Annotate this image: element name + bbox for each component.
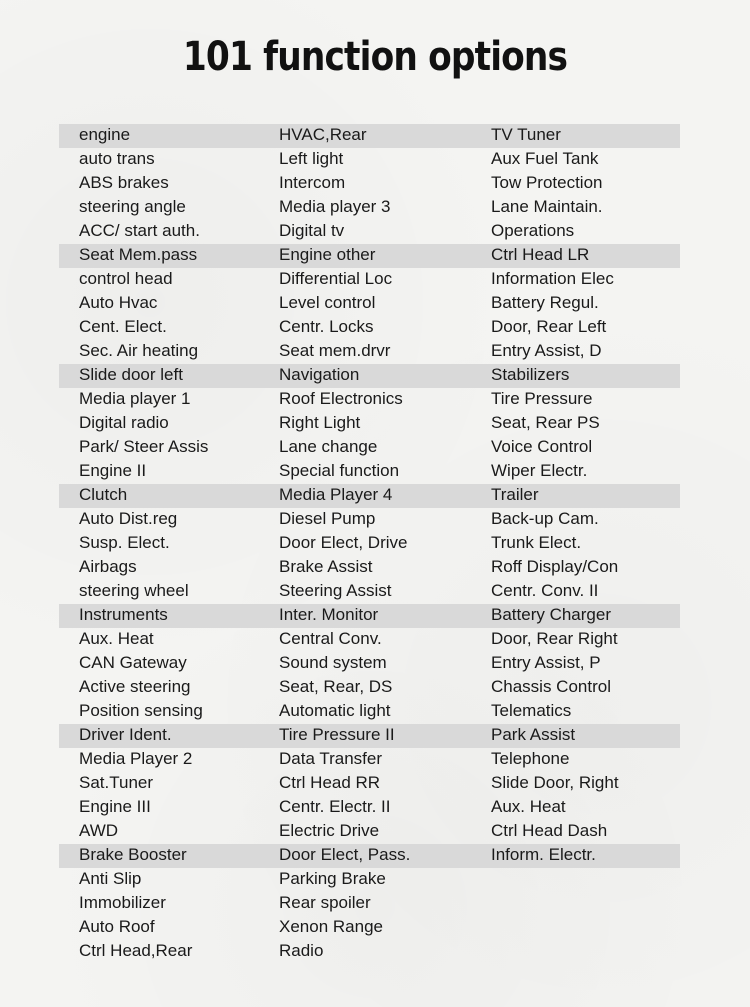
table-cell: Media player 3	[279, 197, 391, 216]
table-row	[59, 388, 680, 412]
table-row	[59, 796, 680, 820]
table-cell: Inter. Monitor	[279, 605, 379, 624]
table-cell: ACC/ start auth.	[79, 221, 200, 240]
table-cell: Auto Roof	[79, 917, 155, 936]
table-cell: Voice Control	[491, 437, 593, 456]
table-cell: Slide door left	[79, 365, 183, 384]
table-cell: Radio	[279, 941, 324, 960]
table-cell: Diesel Pump	[279, 509, 376, 528]
table-cell: Tire Pressure II	[279, 725, 395, 744]
table-cell: Entry Assist, D	[491, 341, 602, 360]
table-cell: Stabilizers	[491, 365, 570, 384]
table-row	[59, 844, 680, 868]
table-cell: Operations	[491, 221, 575, 240]
table-cell: Lane Maintain.	[491, 197, 603, 216]
table-cell: Clutch	[79, 485, 128, 504]
table-row	[59, 868, 680, 892]
table-row	[59, 124, 680, 148]
table-cell: Aux Fuel Tank	[491, 149, 599, 168]
table-cell: Parking Brake	[279, 869, 386, 888]
table-cell: Seat, Rear PS	[491, 413, 600, 432]
table-cell: Slide Door, Right	[491, 773, 619, 792]
table-row	[59, 700, 680, 724]
table-cell: Inform. Electr.	[491, 845, 596, 864]
table-cell: Rear spoiler	[279, 893, 371, 912]
table-cell: steering wheel	[79, 581, 189, 600]
table-cell: Immobilizer	[79, 893, 166, 912]
table-cell: Level control	[279, 293, 376, 312]
table-cell: Sat.Tuner	[79, 773, 154, 792]
table-cell: Media player 1	[79, 389, 191, 408]
table-cell: Engine III	[79, 797, 151, 816]
table-cell: Trailer	[491, 485, 539, 504]
table-cell: Ctrl Head RR	[279, 773, 381, 792]
table-cell: Battery Regul.	[491, 293, 599, 312]
table-row	[59, 220, 680, 244]
table-cell: Media Player 4	[279, 485, 393, 504]
table-cell: Roff Display/Con	[491, 557, 619, 576]
table-cell: Seat, Rear, DS	[279, 677, 393, 696]
table-cell: steering angle	[79, 197, 186, 216]
table-cell: Door Elect, Pass.	[279, 845, 411, 864]
table-cell: Digital tv	[279, 221, 345, 240]
table-cell: Special function	[279, 461, 400, 480]
table-row	[59, 268, 680, 292]
table-cell: Sec. Air heating	[79, 341, 199, 360]
table-cell: TV Tuner	[491, 125, 561, 144]
table-cell: Automatic light	[279, 701, 391, 720]
table-cell: Back-up Cam.	[491, 509, 599, 528]
table-cell: Tire Pressure	[491, 389, 593, 408]
table-cell: Telephone	[491, 749, 570, 768]
table-cell: Instruments	[79, 605, 168, 624]
table-row	[59, 820, 680, 844]
table-cell: auto trans	[79, 149, 155, 168]
table-cell: Chassis Control	[491, 677, 611, 696]
table-cell: Park/ Steer Assis	[79, 437, 209, 456]
table-cell: Aux. Heat	[491, 797, 566, 816]
table-row	[59, 772, 680, 796]
table-cell: Digital radio	[79, 413, 169, 432]
table-cell: engine	[79, 125, 131, 144]
table-cell: Auto Hvac	[79, 293, 158, 312]
table-cell: Navigation	[279, 365, 360, 384]
table-cell: Ctrl Head,Rear	[79, 941, 193, 960]
table-cell: Sound system	[279, 653, 387, 672]
table-row	[59, 340, 680, 364]
table-cell: Tow Protection	[491, 173, 603, 192]
table-cell: Differential Loc	[279, 269, 393, 288]
table-row	[59, 460, 680, 484]
table-cell: control head	[79, 269, 173, 288]
table-cell: Auto Dist.reg	[79, 509, 178, 528]
table-row	[59, 652, 680, 676]
table-cell: Park Assist	[491, 725, 576, 744]
table-row	[59, 148, 680, 172]
table-cell: Intercom	[279, 173, 346, 192]
table-row	[59, 748, 680, 772]
table-cell: ABS brakes	[79, 173, 169, 192]
table-row	[59, 484, 680, 508]
table-cell: Entry Assist, P	[491, 653, 601, 672]
table-cell: Centr. Locks	[279, 317, 374, 336]
table-row	[59, 940, 680, 964]
function-options-table	[59, 124, 680, 964]
table-row	[59, 628, 680, 652]
table-cell: Information Elec	[491, 269, 614, 288]
table-cell: Brake Booster	[79, 845, 187, 864]
table-row	[59, 676, 680, 700]
table-cell: Ctrl Head Dash	[491, 821, 608, 840]
table-cell: Centr. Electr. II	[279, 797, 391, 816]
table-cell: Steering Assist	[279, 581, 392, 600]
table-cell: Active steering	[79, 677, 191, 696]
table-cell: Data Transfer	[279, 749, 382, 768]
table-row	[59, 532, 680, 556]
table-cell: CAN Gateway	[79, 653, 187, 672]
table-row	[59, 292, 680, 316]
table-cell: Aux. Heat	[79, 629, 154, 648]
table-cell: HVAC,Rear	[279, 125, 367, 144]
table-cell: Battery Charger	[491, 605, 611, 624]
table-row	[59, 412, 680, 436]
table-row	[59, 604, 680, 628]
table-cell: Anti Slip	[79, 869, 142, 888]
table-cell: Central Conv.	[279, 629, 382, 648]
table-cell: Door, Rear Left	[491, 317, 607, 336]
table-cell: Cent. Elect.	[79, 317, 167, 336]
table-row	[59, 508, 680, 532]
table-cell: Driver Ident.	[79, 725, 172, 744]
table-row	[59, 556, 680, 580]
table-cell: Lane change	[279, 437, 378, 456]
table-cell: Door Elect, Drive	[279, 533, 408, 552]
table-cell: Xenon Range	[279, 917, 383, 936]
table-cell: Position sensing	[79, 701, 203, 720]
table-row	[59, 364, 680, 388]
table-row	[59, 436, 680, 460]
table-cell: Trunk Elect.	[491, 533, 582, 552]
page-title: 101 function options	[182, 34, 568, 80]
table-cell: Wiper Electr.	[491, 461, 588, 480]
table-cell: Telematics	[491, 701, 572, 720]
table-cell: Airbags	[79, 557, 137, 576]
table-row	[59, 580, 680, 604]
table-row	[59, 172, 680, 196]
table-row	[59, 916, 680, 940]
table-cell: Engine II	[79, 461, 147, 480]
table-cell: Susp. Elect.	[79, 533, 170, 552]
table-cell: Electric Drive	[279, 821, 380, 840]
table-cell: Door, Rear Right	[491, 629, 618, 648]
table-row	[59, 724, 680, 748]
table-cell: Roof Electronics	[279, 389, 403, 408]
table-cell: Seat mem.drvr	[279, 341, 391, 360]
table-row	[59, 316, 680, 340]
table-cell: Media Player 2	[79, 749, 193, 768]
table-row	[59, 244, 680, 268]
table-cell: Brake Assist	[279, 557, 373, 576]
table-cell: Engine other	[279, 245, 376, 264]
table-cell: Right Light	[279, 413, 361, 432]
table-cell: Seat Mem.pass	[79, 245, 198, 264]
table-cell: Left light	[279, 149, 344, 168]
table-cell: Centr. Conv. II	[491, 581, 599, 600]
table-cell: AWD	[79, 821, 119, 840]
table-row	[59, 892, 680, 916]
table-cell: Ctrl Head LR	[491, 245, 590, 264]
table-row	[59, 196, 680, 220]
